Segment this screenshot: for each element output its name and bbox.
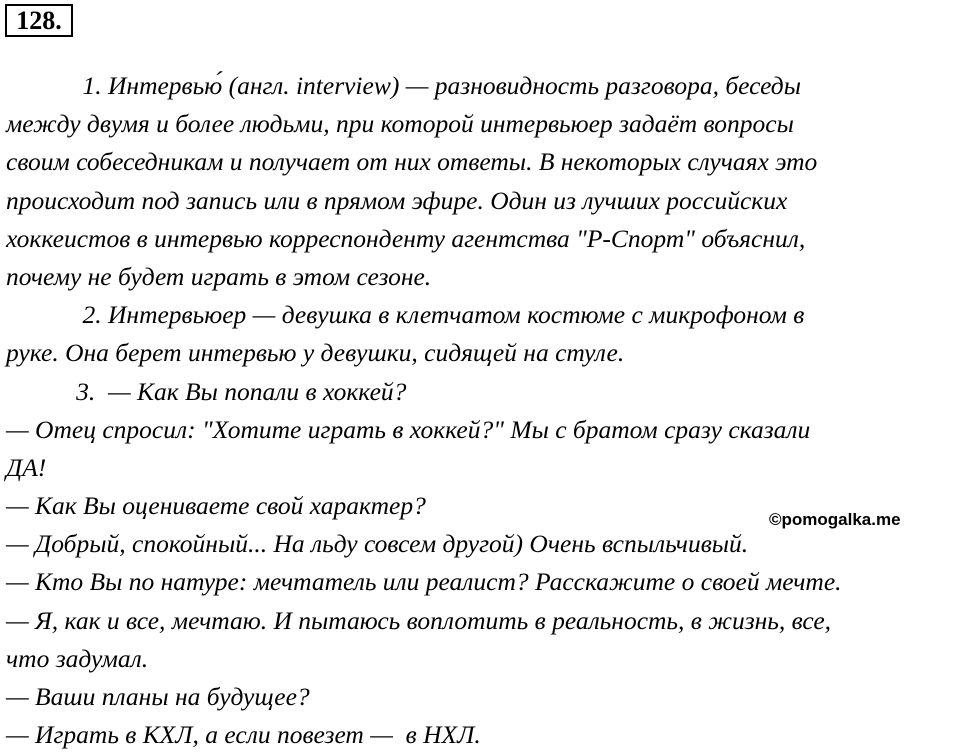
dialogue-line: — Отец спросил: "Хотите играть в хоккей?" Мы с братом сразу сказали — [6, 414, 811, 444]
watermark: ©pomogalka.me — [769, 510, 901, 529]
text-line: происходит под запись или в прямом эфире. Один из лучших российских — [6, 185, 788, 215]
exercise-number-badge: 128. — [5, 4, 73, 37]
text-line: 2. Интервьюер — девушка в клетчатом костюме с микрофоном в — [6, 300, 805, 330]
dialogue-line: что задумал. — [6, 643, 149, 673]
dialogue-line: — Ваши планы на будущее? — [6, 682, 310, 711]
text-line: 3. — Как Вы попали в хоккей? — [6, 376, 407, 406]
exercise-answer-text — [6, 67, 958, 754]
dialogue-line: — Кто Вы по натуре: мечтатель или реалист? Расскажите о своей мечте. — [6, 567, 842, 597]
text-line: почему не будет играть в этом сезоне. — [6, 261, 432, 291]
text-line: своим собеседникам и получает от них ответы. В некоторых случаях это — [6, 147, 818, 177]
dialogue-line: — Как Вы оцениваете свой характер? — [6, 491, 426, 521]
dialogue-line: — Играть в КХЛ, а если повезет — в НХЛ. — [6, 720, 481, 750]
text-line: 1. Интервью́ (англ. interview) — разновидность разговора, беседы — [6, 71, 801, 100]
dialogue-line: — Я, как и все, мечтаю. И пытаюсь воплотить в реальность, в жизнь, все, — [6, 605, 832, 635]
text-line: руке. Она берет интервью у девушки, сидящей на стуле. — [6, 338, 625, 368]
dialogue-line: — Добрый, спокойный... На льду совсем другой) Очень вспыльчивый. — [6, 529, 749, 559]
dialogue-line: ДА! — [6, 452, 47, 482]
text-line: между двумя и более людьми, при которой интервьюер задаёт вопросы — [6, 109, 794, 139]
text-line: хоккеистов в интервью корреспонденту агентства "Р-Спорт" объяснил, — [6, 223, 806, 253]
